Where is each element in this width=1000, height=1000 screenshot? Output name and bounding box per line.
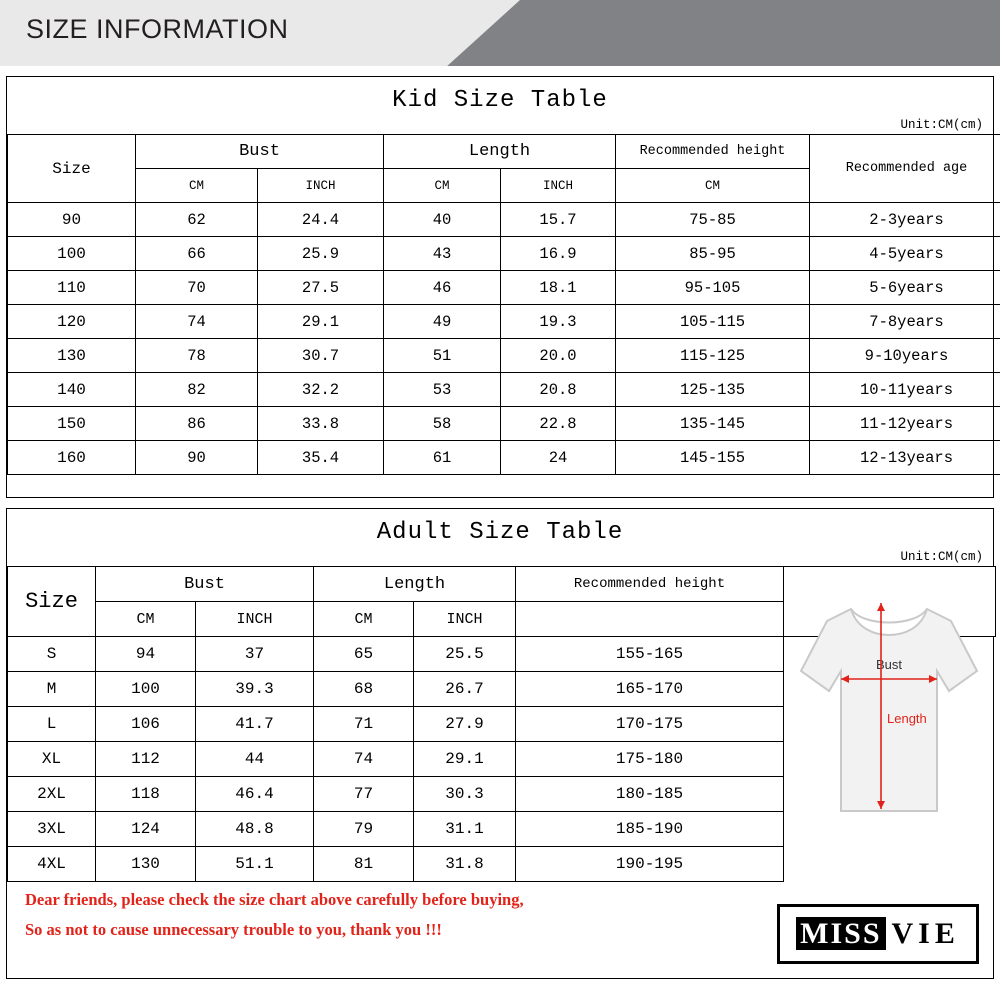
kid-header-length: Length: [384, 135, 616, 169]
cell-bust-inch: 35.4: [258, 441, 384, 475]
tshirt-measure-diagram: [784, 567, 996, 726]
cell-bust-inch: 46.4: [196, 777, 314, 812]
page-title: SIZE INFORMATION: [26, 14, 289, 44]
cell-length-cm: 71: [314, 707, 414, 742]
cell-rec-height: 155-165: [516, 637, 784, 672]
cell-rec-height: 75-85: [616, 203, 810, 237]
cell-length-inch: 30.3: [414, 777, 516, 812]
table-row: [8, 305, 1000, 339]
cell-rec-height: 165-170: [516, 672, 784, 707]
cell-length-inch: 19.3: [501, 305, 616, 339]
cell-rec-height: 85-95: [616, 237, 810, 271]
cell-rec-height: 105-115: [616, 305, 810, 339]
cell-rec-height: 115-125: [616, 339, 810, 373]
adult-subheader-bust-inch: INCH: [196, 602, 314, 637]
cell-length-cm: 58: [384, 407, 501, 441]
cell-bust-inch: 27.5: [258, 271, 384, 305]
adult-table-unit-note: Unit:CM(cm): [900, 550, 983, 564]
cell-rec-height: 145-155: [616, 441, 810, 475]
cell-length-cm: 51: [384, 339, 501, 373]
cell-size: 120: [8, 305, 136, 339]
cell-length-inch: 18.1: [501, 271, 616, 305]
cell-bust-inch: 24.4: [258, 203, 384, 237]
cell-length-cm: 61: [384, 441, 501, 475]
cell-size: 140: [8, 373, 136, 407]
kid-header-bust: Bust: [136, 135, 384, 169]
cell-bust-inch: 32.2: [258, 373, 384, 407]
cell-bust-cm: 112: [96, 742, 196, 777]
kid-subheader-bust-inch: INCH: [258, 169, 384, 203]
cell-size: S: [8, 637, 96, 672]
cell-rec-height: 135-145: [616, 407, 810, 441]
table-row: [8, 203, 1000, 237]
cell-bust-inch: 37: [196, 637, 314, 672]
cell-length-cm: 40: [384, 203, 501, 237]
cell-bust-cm: 100: [96, 672, 196, 707]
cell-length-inch: 31.1: [414, 812, 516, 847]
cell-size: L: [8, 707, 96, 742]
kid-size-panel: [6, 76, 994, 498]
cell-bust-inch: 51.1: [196, 847, 314, 882]
cell-size: 130: [8, 339, 136, 373]
kid-table-unit-note: Unit:CM(cm): [900, 118, 983, 132]
brand-logo: [777, 904, 979, 964]
cell-size: 160: [8, 441, 136, 475]
adult-subheader-bust-cm: CM: [96, 602, 196, 637]
kid-subheader-bust-cm: CM: [136, 169, 258, 203]
cell-length-inch: 20.0: [501, 339, 616, 373]
adult-subheader-length-inch: INCH: [414, 602, 516, 637]
table-row: [8, 339, 1000, 373]
length-label: Length: [887, 711, 927, 726]
cell-rec-height: 175-180: [516, 742, 784, 777]
cell-bust-cm: 86: [136, 407, 258, 441]
cell-length-cm: 79: [314, 812, 414, 847]
adult-size-panel: [6, 508, 994, 979]
cell-bust-inch: 48.8: [196, 812, 314, 847]
warning-line-2: So as not to cause unnecessary trouble to you, thank you !!!: [25, 919, 442, 939]
cell-bust-inch: 41.7: [196, 707, 314, 742]
cell-rec-age: 11-12years: [810, 407, 1000, 441]
cell-rec-age: 2-3years: [810, 203, 1000, 237]
cell-bust-cm: 74: [136, 305, 258, 339]
cell-bust-cm: 118: [96, 777, 196, 812]
cell-bust-cm: 82: [136, 373, 258, 407]
cell-length-inch: 26.7: [414, 672, 516, 707]
cell-size: XL: [8, 742, 96, 777]
cell-bust-inch: 25.9: [258, 237, 384, 271]
cell-bust-cm: 70: [136, 271, 258, 305]
cell-rec-height: 190-195: [516, 847, 784, 882]
logo-mark: MISS: [796, 917, 885, 950]
cell-length-cm: 65: [314, 637, 414, 672]
kid-subheader-length-inch: INCH: [501, 169, 616, 203]
cell-size: 90: [8, 203, 136, 237]
table-row: [8, 373, 1000, 407]
cell-bust-cm: 66: [136, 237, 258, 271]
cell-length-inch: 31.8: [414, 847, 516, 882]
adult-header-rec-height: Recommended height: [516, 567, 784, 602]
table-header-row: [8, 567, 996, 602]
cell-length-cm: 43: [384, 237, 501, 271]
kid-header-rec-height: Recommended height: [616, 135, 810, 169]
kid-table-title: Kid Size Table: [392, 87, 608, 114]
cell-rec-age: 10-11years: [810, 373, 1000, 407]
cell-length-inch: 29.1: [414, 742, 516, 777]
adult-subheader-rec-height-blank: [516, 602, 784, 637]
cell-bust-cm: 124: [96, 812, 196, 847]
kid-subheader-length-cm: CM: [384, 169, 501, 203]
table-row: [8, 237, 1000, 271]
cell-size: 2XL: [8, 777, 96, 812]
cell-length-cm: 49: [384, 305, 501, 339]
cell-length-inch: 15.7: [501, 203, 616, 237]
adult-table-title: Adult Size Table: [376, 519, 624, 546]
cell-rec-age: 9-10years: [810, 339, 1000, 373]
adult-header-length: Length: [314, 567, 516, 602]
table-row: [8, 271, 1000, 305]
cell-rec-height: 180-185: [516, 777, 784, 812]
tshirt-icon: [789, 575, 989, 875]
table-row: [8, 407, 1000, 441]
footer-area: [7, 882, 993, 978]
cell-size: 110: [8, 271, 136, 305]
cell-size: 3XL: [8, 812, 96, 847]
cell-bust-cm: 94: [96, 637, 196, 672]
adult-subheader-length-cm: CM: [314, 602, 414, 637]
adult-header-bust: Bust: [96, 567, 314, 602]
logo-name: VIE: [891, 917, 960, 950]
kid-header-rec-age: Recommended age: [810, 135, 1000, 203]
cell-bust-cm: 78: [136, 339, 258, 373]
cell-rec-age: 4-5years: [810, 237, 1000, 271]
cell-bust-cm: 106: [96, 707, 196, 742]
cell-bust-inch: 39.3: [196, 672, 314, 707]
cell-length-cm: 68: [314, 672, 414, 707]
cell-bust-inch: 33.8: [258, 407, 384, 441]
kid-subheader-height-cm: CM: [616, 169, 810, 203]
page-header: [0, 0, 1000, 66]
cell-bust-inch: 29.1: [258, 305, 384, 339]
cell-bust-inch: 44: [196, 742, 314, 777]
cell-length-inch: 16.9: [501, 237, 616, 271]
cell-size: 150: [8, 407, 136, 441]
table-header-row: [8, 135, 1000, 169]
bust-label: Bust: [875, 657, 903, 672]
cell-rec-height: 185-190: [516, 812, 784, 847]
cell-size: 100: [8, 237, 136, 271]
cell-rec-age: 12-13years: [810, 441, 1000, 475]
cell-rec-age: 7-8years: [810, 305, 1000, 339]
cell-length-inch: 24: [501, 441, 616, 475]
cell-bust-cm: 130: [96, 847, 196, 882]
cell-bust-cm: 62: [136, 203, 258, 237]
cell-length-cm: 53: [384, 373, 501, 407]
cell-length-cm: 46: [384, 271, 501, 305]
cell-length-inch: 25.5: [414, 637, 516, 672]
warning-line-1: Dear friends, please check the size chart above carefully before buying,: [25, 890, 524, 909]
cell-length-cm: 74: [314, 742, 414, 777]
cell-bust-cm: 90: [136, 441, 258, 475]
cell-size: M: [8, 672, 96, 707]
kid-size-table: [7, 134, 1000, 475]
cell-length-cm: 77: [314, 777, 414, 812]
cell-length-inch: 20.8: [501, 373, 616, 407]
cell-length-inch: 22.8: [501, 407, 616, 441]
adult-header-size: Size: [8, 567, 96, 637]
adult-size-table: [7, 566, 996, 882]
cell-length-inch: 27.9: [414, 707, 516, 742]
cell-rec-height: 95-105: [616, 271, 810, 305]
tshirt-diagram-box: [783, 567, 995, 726]
kid-header-size: Size: [8, 135, 136, 203]
table-row: [8, 441, 1000, 475]
cell-rec-height: 125-135: [616, 373, 810, 407]
cell-bust-inch: 30.7: [258, 339, 384, 373]
cell-size: 4XL: [8, 847, 96, 882]
cell-rec-age: 5-6years: [810, 271, 1000, 305]
cell-length-cm: 81: [314, 847, 414, 882]
cell-rec-height: 170-175: [516, 707, 784, 742]
